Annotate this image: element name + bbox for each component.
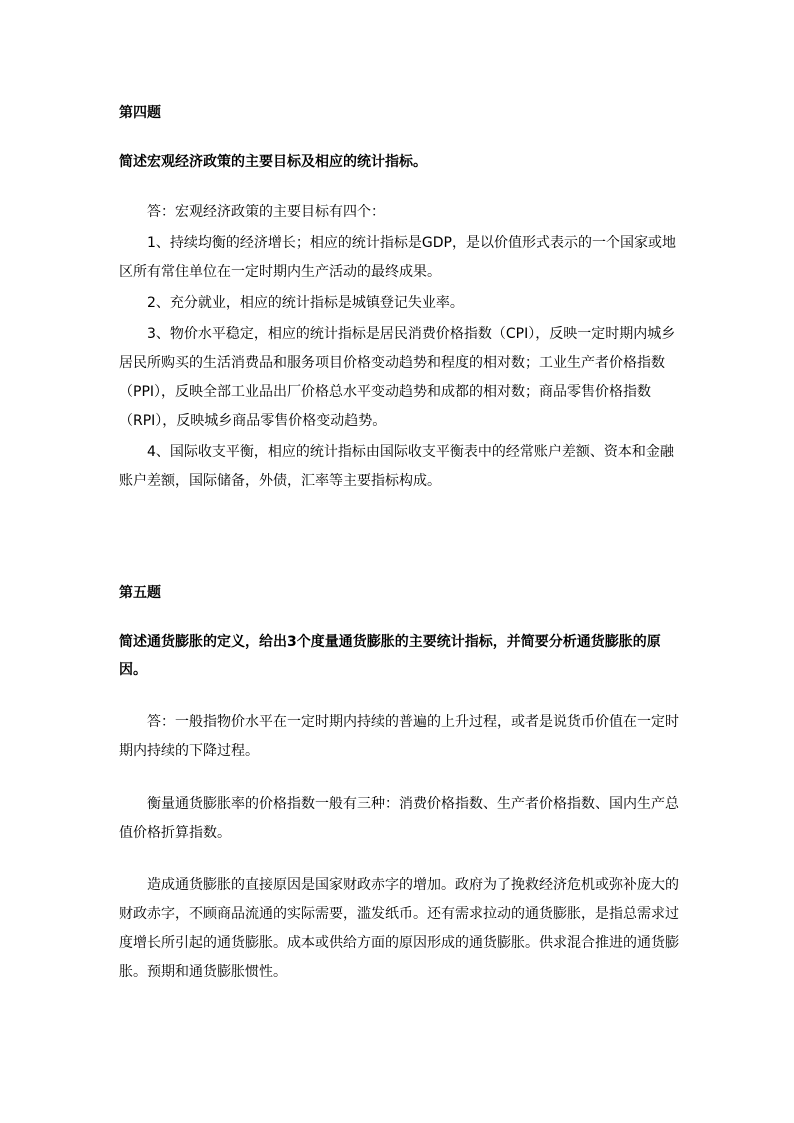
- question-5-section: [119, 583, 679, 603]
- question-5-prompt-block: [119, 628, 679, 684]
- answer-paragraph: 1、持续均衡的经济增长；相应的统计指标是GDP，是以价值形式表示的一个国家或地区所有常住单位在一定时期内生产活动的最终成果。: [119, 235, 676, 280]
- question-4-answer: [119, 198, 679, 496]
- question-5-prompt: 简述通货膨胀的定义，给出3个度量通货膨胀的主要统计指标，并简要分析通货膨胀的原因。: [119, 634, 661, 678]
- answer-paragraph: 3、物价水平稳定，相应的统计指标是居民消费价格指数（CPI），反映一定时期内城乡居民所购买的生活消费品和服务项目价格变动趋势和程度的相对数；工业生产者价格指数（PPI），反映全部工业品出厂价格总水平变动趋势和成都的相对数；商品零售价格指数（RPI），反映城乡商品零售价格变动趋势。: [119, 326, 676, 429]
- question-4-section: [119, 103, 679, 123]
- question-5-title: 第五题: [119, 585, 161, 601]
- question-5-answer-definition: [119, 708, 679, 766]
- answer-paragraph: 衡量通货膨胀率的价格指数一般有三种：消费价格指数、生产者价格指数、国内生产总值价格折算指数。: [119, 796, 679, 841]
- answer-paragraph: 2、充分就业，相应的统计指标是城镇登记失业率。: [147, 295, 464, 311]
- question-5-answer-indicators: [119, 790, 679, 848]
- answer-paragraph: 答：宏观经济政策的主要目标有四个：: [147, 204, 385, 220]
- question-4-title: 第四题: [119, 105, 161, 121]
- answer-paragraph: 答：一般指物价水平在一定时期内持续的普遍的上升过程，或者是说货币价值在一定时期内持续的下降过程。: [119, 714, 679, 759]
- question-4-prompt: 简述宏观经济政策的主要目标及相应的统计指标。: [119, 154, 427, 170]
- answer-paragraph: 4、国际收支平衡，相应的统计指标由国际收支平衡表中的经常账户差额、资本和金融账户差额，国际储备，外债，汇率等主要指标构成。: [119, 444, 674, 489]
- question-4-prompt-block: [119, 148, 679, 176]
- answer-paragraph: 造成通货膨胀的直接原因是国家财政赤字的增加。政府为了挽救经济危机或弥补庞大的财政赤字，不顾商品流通的实际需要，滥发纸币。还有需求拉动的通货膨胀，是指总需求过度增长所引起的通货膨胀。成本或供给方面的原因形成的通货膨胀。供求混合推进的通货膨胀。预期和通货膨胀惯性。: [119, 877, 679, 980]
- question-5-answer-causes: [119, 871, 679, 987]
